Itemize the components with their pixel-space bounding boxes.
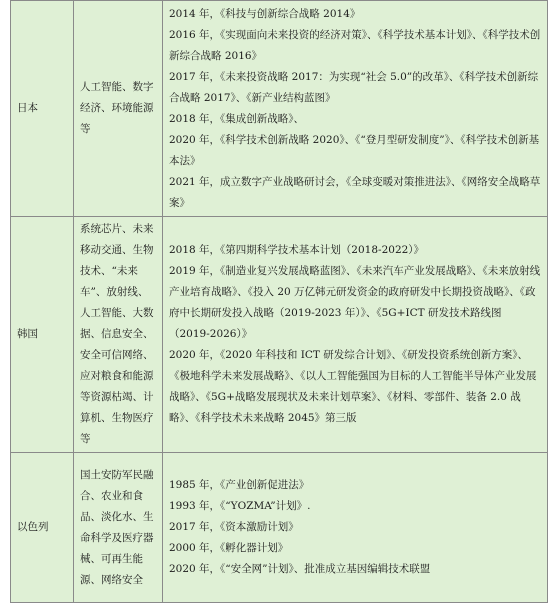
focus-areas-cell: 人工智能、数字经济、环境能源等 (74, 1, 163, 217)
policy-table (10, 0, 548, 603)
policy-list-cell (163, 453, 548, 603)
policy-entry: 2021 年，成立数字产业战略研讨会，《全球变暖对策推进法》、《网络安全战略草案》 (169, 175, 541, 209)
country-cell: 日本 (11, 1, 74, 217)
policy-entry: 2019 年，《制造业复兴发展战略蓝图》、《未来汽车产业发展战略》、《未来放射线产业培育战略》、《投入 20 万亿韩元研发资金的政府研发中长期投资战略》、《政府中长期研发投入战略（2019-2023 年）》、《5G+ICT 研发技术路线图（2019-2026）》 (169, 265, 541, 340)
policy-entry: 2000 年，《孵化器计划》 (169, 542, 289, 554)
policy-entry: 2018 年，《集成创新战略》、 (169, 112, 305, 125)
focus-areas-cell: 国土安防军民融合、农业和食品、淡化水、生命科学及医疗器械、可再生能源、网络安全 (74, 453, 163, 603)
country-cell: 韩国 (11, 217, 74, 453)
policy-entry: 2020 年，《“安全网”计划》、批准成立基因编辑技术联盟 (169, 563, 431, 575)
table-row-korea (11, 217, 548, 453)
policy-entry: 2018 年，《第四期科学技术基本计划（2018-2022）》 (169, 244, 425, 256)
policy-entry: 2020 年，《2020 年科技和 ICT 研发综合计划》、《研发投资系统创新方案》、《极地科学未来发展战略》、《以人工智能强国为目标的人工智能半导体产业发展战略》、《5G+战略发展现状及未来计划草案》、《材料、零部件、装备 2.0 战略》、《科学技术未来战略 2045》第三版 (169, 349, 537, 424)
policy-entry: 1993 年，《“YOZMA”计划》. (169, 500, 311, 512)
country-cell: 以色列 (11, 453, 74, 603)
table-row-israel (11, 453, 548, 603)
policy-entry: 2017 年，《未来投资战略 2017：为实现“社会 5.0”的改革》、《科学技术创新综合战略 2017》、《新产业结构蓝图》 (169, 70, 539, 104)
policy-list-cell (163, 1, 548, 217)
focus-areas-cell: 系统芯片、未来移动交通、生物技术、“未来车”、放射线、人工智能、大数据、信息安全、安全可信网络、应对粮食和能源等资源枯竭、计算机、生物医疗等 (74, 217, 163, 453)
policy-entry: 2020 年，《科学技术创新战略 2020》、《“登月型研发制度”》、《科学技术创新基本法》 (169, 133, 540, 167)
table-row-japan (11, 1, 548, 217)
policy-entry: 2016 年，《实现面向未来投资的经济对策》、《科学技术基本计划》、《科学技术创新综合战略 2016》 (169, 28, 541, 62)
policy-entry: 2017 年，《资本激励计划》 (169, 521, 299, 533)
policy-list-cell (163, 217, 548, 453)
policy-entry: 2014 年，《科技与创新综合战略 2014》 (169, 7, 361, 20)
policy-entry: 1985 年，《产业创新促进法》 (169, 479, 310, 491)
